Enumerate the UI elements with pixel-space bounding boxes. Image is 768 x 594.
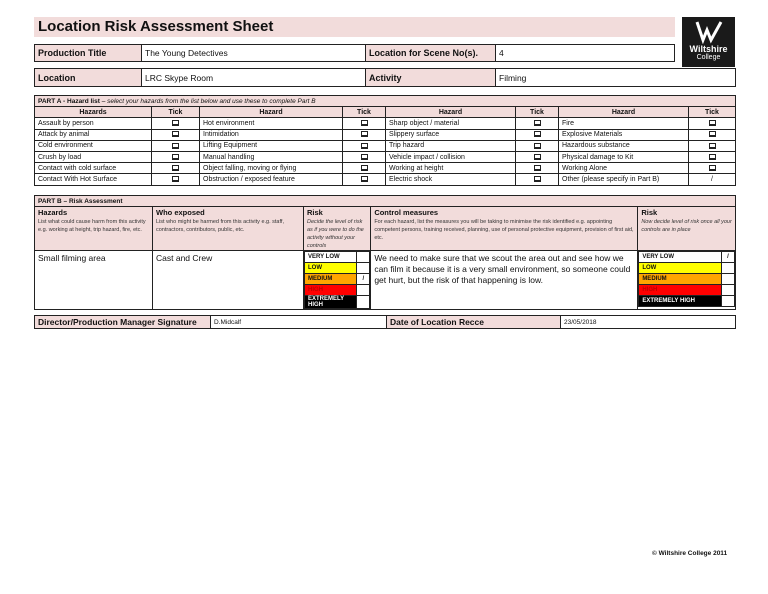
risk-before-scale bbox=[304, 251, 370, 309]
risk-level-label: VERY LOW bbox=[639, 252, 722, 263]
risk-note: Decide the level of risk as if you were to do the activity without your controls bbox=[307, 219, 364, 249]
hazard-label: Hazardous substance bbox=[559, 140, 689, 151]
checkbox-icon[interactable] bbox=[361, 165, 368, 171]
hazards-head-text: Hazards bbox=[38, 208, 68, 217]
risk-level-label: HIGH bbox=[305, 285, 357, 296]
hazard-label: Physical damage to Kit bbox=[559, 151, 689, 162]
hazard-row bbox=[35, 174, 736, 185]
risk-head-text: Risk bbox=[307, 208, 323, 217]
hazard-label: Attack by animal bbox=[35, 129, 152, 140]
checkbox-icon[interactable] bbox=[172, 176, 179, 182]
risk-level-label: MEDIUM bbox=[305, 274, 357, 285]
risk-level-row bbox=[305, 296, 370, 309]
scene-value[interactable]: 4 bbox=[496, 45, 675, 62]
exposed-value[interactable]: Cast and Crew bbox=[153, 251, 304, 310]
hazard-tick-cell[interactable] bbox=[689, 174, 736, 185]
location-label: Location bbox=[35, 69, 142, 87]
hazard-tick-cell[interactable] bbox=[516, 140, 559, 151]
exposed-note: List who might be harmed from this activity e.g. staff, contractors, contributors, public, etc. bbox=[156, 219, 284, 233]
col-tick-4: Tick bbox=[689, 107, 736, 118]
hazard-label: Lifting Equipment bbox=[200, 140, 343, 151]
logo-line2: College bbox=[696, 54, 721, 61]
hazard-label: Working at height bbox=[386, 163, 516, 174]
checkbox-icon[interactable] bbox=[534, 120, 541, 126]
checkbox-icon[interactable] bbox=[534, 131, 541, 137]
col-hazard-2: Hazard bbox=[200, 107, 343, 118]
col-hazard-4: Hazard bbox=[559, 107, 689, 118]
risk-level-tick[interactable]: / bbox=[357, 274, 370, 285]
risk-level-label: HIGH bbox=[639, 285, 722, 296]
logo-line1: Wiltshire bbox=[689, 44, 728, 54]
hazard-tick-cell[interactable] bbox=[343, 151, 386, 162]
hazard-tick-cell[interactable] bbox=[343, 163, 386, 174]
part-a-title-text: PART A - Hazard list bbox=[38, 97, 100, 105]
risk-after-scale bbox=[638, 251, 735, 307]
col-tick-1: Tick bbox=[152, 107, 200, 118]
risk-level-row bbox=[305, 274, 370, 285]
risk-level-tick[interactable] bbox=[357, 285, 370, 296]
checkbox-icon[interactable] bbox=[709, 165, 716, 171]
part-a-title-note: – select your hazards from the list below and use these to complete Part B bbox=[99, 97, 316, 105]
hazard-label: Working Alone bbox=[559, 163, 689, 174]
production-title-value[interactable]: The Young Detectives bbox=[142, 45, 366, 62]
hazard-label: Cold environment bbox=[35, 140, 152, 151]
wiltshire-logo-icon bbox=[694, 20, 724, 44]
part-b-title: PART B – Risk Assessment bbox=[35, 196, 736, 207]
risk-level-label: EXTREMELY HIGH bbox=[639, 296, 722, 307]
risk-level-row bbox=[305, 263, 370, 274]
risk-level-row bbox=[305, 252, 370, 263]
hazard-row bbox=[35, 163, 736, 174]
hazards-note: List what could cause harm from this activity e.g. working at height, trip hazard, fire, etc. bbox=[38, 219, 146, 233]
hazard-tick-cell[interactable] bbox=[152, 118, 200, 129]
checkbox-icon[interactable] bbox=[534, 165, 541, 171]
risk-level-tick[interactable] bbox=[357, 263, 370, 274]
risk-assessment-table bbox=[34, 195, 736, 310]
hazard-tick-cell[interactable] bbox=[516, 151, 559, 162]
hazard-row bbox=[35, 151, 736, 162]
risk-level-label: VERY LOW bbox=[305, 252, 357, 263]
checkbox-icon[interactable] bbox=[534, 154, 541, 160]
hazard-list-table bbox=[34, 95, 736, 186]
hazard-label: Electric shock bbox=[386, 174, 516, 185]
col-hazards-1: Hazards bbox=[35, 107, 152, 118]
signature-value[interactable]: D.Midcalf bbox=[211, 316, 387, 329]
hazard-tick-cell[interactable] bbox=[516, 163, 559, 174]
risk-level-row bbox=[639, 285, 735, 296]
part-a-title bbox=[35, 96, 736, 107]
copyright-footer: © Wiltshire College 2011 bbox=[652, 550, 728, 557]
hazard-tick-cell[interactable] bbox=[689, 129, 736, 140]
risk-after-header bbox=[638, 207, 736, 251]
risk-level-row bbox=[639, 296, 735, 307]
risk-level-tick[interactable]: / bbox=[722, 252, 735, 263]
hazard-label: Slippery surface bbox=[386, 129, 516, 140]
col-tick-2: Tick bbox=[343, 107, 386, 118]
signature-label: Director/Production Manager Signature bbox=[35, 316, 211, 329]
hazard-label: Contact with cold surface bbox=[35, 163, 152, 174]
checkbox-icon[interactable] bbox=[709, 120, 716, 126]
risk-level-label: LOW bbox=[639, 263, 722, 274]
exposed-head-text: Who exposed bbox=[156, 208, 205, 217]
checkbox-icon[interactable] bbox=[534, 176, 541, 182]
risk-level-row bbox=[639, 263, 735, 274]
risk-level-tick[interactable] bbox=[722, 274, 735, 285]
risk-after-levels bbox=[638, 251, 736, 310]
checkbox-icon[interactable] bbox=[361, 176, 368, 182]
production-info-row bbox=[34, 44, 675, 62]
hazard-tick-cell[interactable] bbox=[152, 174, 200, 185]
risk-level-tick[interactable] bbox=[722, 296, 735, 307]
hazard-label: Object falling, moving or flying bbox=[200, 163, 343, 174]
hazard-tick-cell[interactable] bbox=[516, 118, 559, 129]
checkbox-icon[interactable] bbox=[361, 143, 368, 149]
risk-level-label: MEDIUM bbox=[639, 274, 722, 285]
college-logo bbox=[682, 17, 735, 67]
risk-level-tick[interactable] bbox=[357, 296, 370, 309]
sheet-title: Location Risk Assessment Sheet bbox=[34, 17, 675, 37]
checkbox-icon[interactable] bbox=[534, 143, 541, 149]
hazard-tick-cell[interactable] bbox=[343, 118, 386, 129]
checkbox-icon[interactable] bbox=[172, 143, 179, 149]
hazard-label: Intimidation bbox=[200, 129, 343, 140]
checkbox-icon[interactable] bbox=[172, 154, 179, 160]
hazard-tick-cell[interactable] bbox=[689, 151, 736, 162]
tick-mark: / bbox=[711, 175, 713, 183]
checkbox-icon[interactable] bbox=[709, 143, 716, 149]
hazard-label: Sharp object / material bbox=[386, 118, 516, 129]
hazard-label: Manual handling bbox=[200, 151, 343, 162]
activity-label: Activity bbox=[366, 69, 496, 87]
hazard-tick-cell[interactable] bbox=[152, 140, 200, 151]
hazard-tick-cell[interactable] bbox=[516, 129, 559, 140]
risk-level-row bbox=[305, 285, 370, 296]
hazard-tick-cell[interactable] bbox=[516, 174, 559, 185]
hazard-tick-cell[interactable] bbox=[689, 118, 736, 129]
who-exposed-header bbox=[153, 207, 304, 251]
checkbox-icon[interactable] bbox=[361, 120, 368, 126]
control-measures-header bbox=[371, 207, 638, 251]
hazard-tick-cell[interactable] bbox=[689, 163, 736, 174]
checkbox-icon[interactable] bbox=[709, 131, 716, 137]
col-tick-3: Tick bbox=[516, 107, 559, 118]
risk-level-tick[interactable] bbox=[722, 285, 735, 296]
hazard-label: Vehicle impact / collision bbox=[386, 151, 516, 162]
risk2-head-text: Risk bbox=[641, 208, 658, 217]
risk-level-tick[interactable] bbox=[357, 252, 370, 263]
risk-level-label: EXTREMELY HIGH bbox=[305, 296, 357, 309]
hazard-tick-cell[interactable] bbox=[343, 140, 386, 151]
hazard-label: Explosive Materials bbox=[559, 129, 689, 140]
hazard-tick-cell[interactable] bbox=[152, 129, 200, 140]
signature-row bbox=[34, 315, 736, 329]
risk-level-label: LOW bbox=[305, 263, 357, 274]
location-value[interactable]: LRC Skype Room bbox=[142, 69, 366, 87]
risk-level-row bbox=[639, 252, 735, 263]
hazard-row bbox=[35, 118, 736, 129]
scene-label: Location for Scene No(s). bbox=[366, 45, 496, 62]
hazard-tick-cell[interactable] bbox=[343, 129, 386, 140]
risk-before-levels bbox=[304, 251, 371, 310]
hazard-label: Hot environment bbox=[200, 118, 343, 129]
hazard-label: Contact With Hot Surface bbox=[35, 174, 152, 185]
checkbox-icon[interactable] bbox=[172, 131, 179, 137]
risk-level-tick[interactable] bbox=[722, 263, 735, 274]
hazard-value[interactable]: Small filming area bbox=[35, 251, 153, 310]
checkbox-icon[interactable] bbox=[709, 154, 716, 160]
risk-level-row bbox=[639, 274, 735, 285]
recce-date-label: Date of Location Recce bbox=[387, 316, 561, 329]
hazard-row bbox=[35, 129, 736, 140]
hazard-label: Obstruction / exposed feature bbox=[200, 174, 343, 185]
col-hazard-3: Hazard bbox=[386, 107, 516, 118]
production-title-label: Production Title bbox=[35, 45, 142, 62]
hazards-header bbox=[35, 207, 153, 251]
hazard-tick-cell[interactable] bbox=[152, 151, 200, 162]
hazard-label: Other (please specify in Part B) bbox=[559, 174, 689, 185]
hazard-label: Trip hazard bbox=[386, 140, 516, 151]
hazard-tick-cell[interactable] bbox=[343, 174, 386, 185]
hazard-label: Fire bbox=[559, 118, 689, 129]
checkbox-icon[interactable] bbox=[361, 154, 368, 160]
hazard-tick-cell[interactable] bbox=[152, 163, 200, 174]
checkbox-icon[interactable] bbox=[172, 165, 179, 171]
checkbox-icon[interactable] bbox=[172, 120, 179, 126]
hazard-label: Assault by person bbox=[35, 118, 152, 129]
hazard-row bbox=[35, 140, 736, 151]
control-measures-value[interactable]: We need to make sure that we scout the area out and see how we can film it because it is a very small environment, so someone could get hurt, but the risk of that happening is low. bbox=[371, 251, 638, 310]
recce-date-value[interactable]: 23/05/2018 bbox=[561, 316, 736, 329]
risk-before-header bbox=[304, 207, 371, 251]
risk2-note: Now decide level of risk once all your controls are in place bbox=[641, 219, 732, 233]
activity-value[interactable]: Filming bbox=[496, 69, 736, 87]
control-note: For each hazard, list the measures you will be taking to minimise the risk identified e.g. appointing competent persons, training received, planning, use of personal protective equipment, provision of first aid, etc. bbox=[374, 219, 634, 241]
location-info-row bbox=[34, 68, 736, 87]
control-head-text: Control measures bbox=[374, 208, 439, 217]
hazard-tick-cell[interactable] bbox=[689, 140, 736, 151]
checkbox-icon[interactable] bbox=[361, 131, 368, 137]
hazard-label: Crush by load bbox=[35, 151, 152, 162]
